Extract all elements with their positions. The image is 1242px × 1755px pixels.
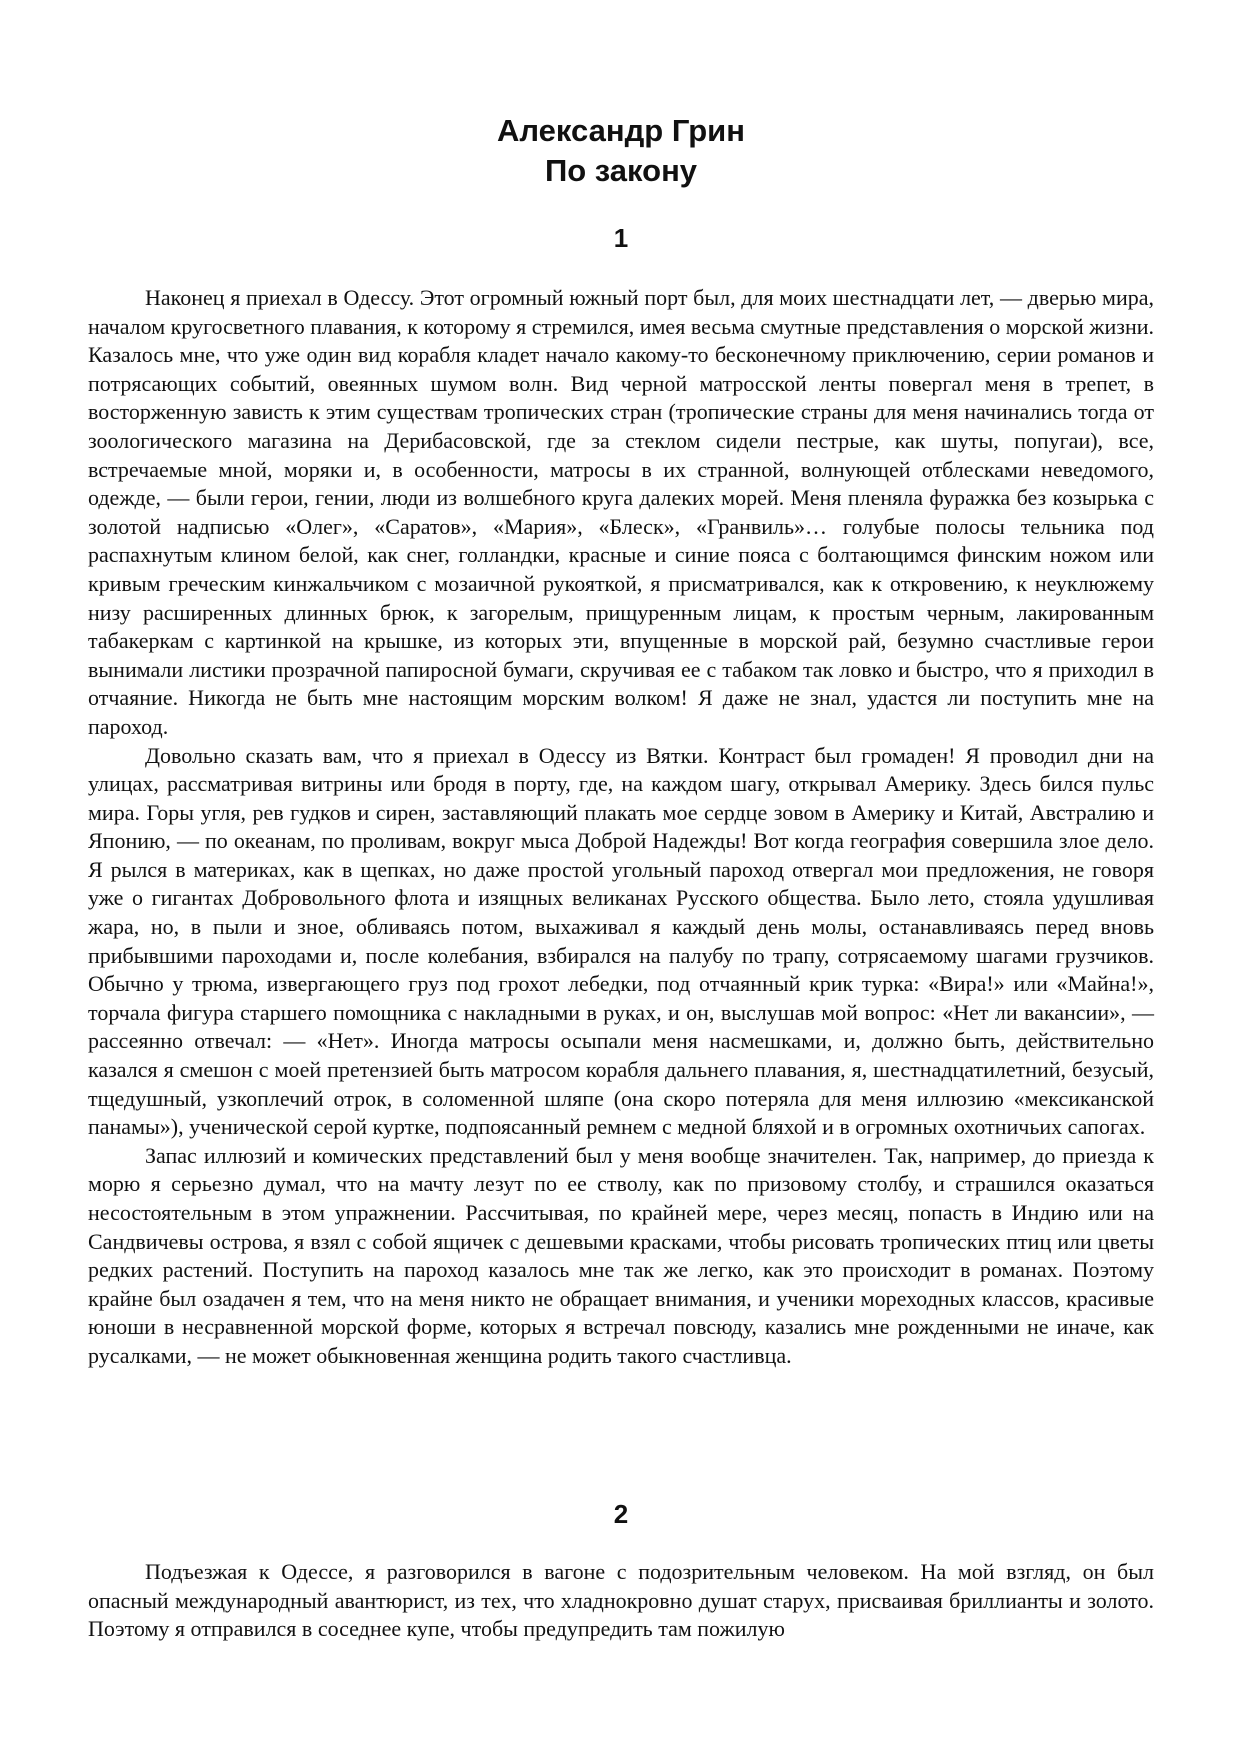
chapter-text — [88, 284, 1154, 1371]
paragraph: Запас иллюзий и комических представлений был у меня вообще значителен. Так, например, до приезда к морю я серьезно думал, что на мачту лезут по ее стволу, как по призовому столбу, и страшился оказаться несостоятельным в этом упражнении. Рассчитывая, по крайней мере, через месяц, попасть в Индию или на Сандвичевы острова, я взял с собой ящичек с дешевыми красками, чтобы рисовать тропических птиц или цветы редких растений. Поступить на пароход казалось мне так же легко, как это происходит в романах. Поэтому крайне был озадачен я тем, что на меня никто не обращает внимания, и ученики мореходных классов, красивые юноши в несравненной морской форме, которых я встречал повсюду, казались мне рожденными не иначе, как русалками, — не может обыкновенная женщина родить такого счастливца. — [88, 1142, 1154, 1368]
author-name: Александр Грин — [497, 113, 745, 148]
work-title: По закону — [544, 153, 698, 188]
chapter-heading: 2 — [613, 1499, 629, 1529]
chapter-text — [88, 1558, 1154, 1644]
chapter-heading: 1 — [613, 223, 629, 253]
paragraph: Подъезжая к Одессе, я разговорился в вагоне с подозрительным человеком. На мой взгляд, он был опасный международный авантюрист, из тех, что хладнокровно душат старух, присваивая бриллианты и золото. Поэтому я отправился в соседнее купе, чтобы предупредить там пожилую — [88, 1559, 1154, 1642]
paragraph: Довольно сказать вам, что я приехал в Одессу из Вятки. Контраст был громаден! Я проводил дни на улицах, рассматривая витрины или бродя в порту, где, на каждом шагу, открывал Америку. Здесь бился пульс мира. Горы угля, рев гудков и сирен, заставляющий плакать мое сердце зовом в Америку и Китай, Австралию и Японию, — по океанам, по проливам, вокруг мыса Доброй Надежды! Вот когда география совершила злое дело. Я рылся в материках, как в щепках, но даже простой угольный пароход отвергал мои предложения, не говоря уже о гигантах Добровольного флота и изящных великанах Русского общества. Было лето, стояла удушливая жара, но, в пыли и зное, обливаясь потом, выхаживал я каждый день молы, останавливаясь перед вновь прибывшими пароходами и, после колебания, взбирался на палубу по трапу, сотрясаемому шагами грузчиков. Обычно у трюма, извергающего груз под грохот лебедки, под отчаянный крик турка: «Вира!» или «Майна!», торчала фигура старшего помощника с накладными в руках, и он, выслушав мой вопрос: «Нет ли вакансии», — рассеянно отвечал: — «Нет». Иногда матросы осыпали меня насмешками, и, должно быть, действительно казался я смешон с моей претензией быть матросом корабля дальнего плавания, я, шестнадцатилетний, безусый, тщедушный, узкоплечий отрок, в соломенной шляпе (она скоро потеряла для меня иллюзию «мексиканской панамы»), ученической серой куртке, подпоясанный ремнем с медной бляхой и в огромных охотничьих сапогах. — [88, 742, 1154, 1140]
paragraph: Наконец я приехал в Одессу. Этот огромный южный порт был, для моих шестнадцати лет, — дверью мира, началом кругосветного плавания, к которому я стремился, имея весьма смутные представления о морской жизни. Казалось мне, что уже один вид корабля кладет начало какому-то бесконечному приключению, серии романов и потрясающих событий, овеянных шумом волн. Вид черной матросской ленты повергал меня в трепет, в восторженную зависть к этим существам тропических стран (тропические страны для меня начинались тогда от зоологического магазина на Дерибасовской, где за стеклом сидели пестрые, как шуты, попугаи), все, встречаемые мной, моряки и, в особенности, матросы в их странной, волнующей отблесками неведомого, одежде, — были герои, гении, люди из волшебного круга далеких морей. Меня пленяла фуражка без козырька с золотой надписью «Олег», «Саратов», «Мария», «Блеск», «Гранвиль»… голубые полосы тельника под распахнутым клином белой, как снег, голландки, красные и синие пояса с болтающимся финским ножом или кривым греческим кинжальчиком с мозаичной рукояткой, я присматривался, как к откровению, к неуклюжему низу расширенных длинных брюк, к загорелым, прищуренным лицам, к простым черным, лакированным табакеркам с картинкой на крышке, из которых эти, впущенные в морской рай, безумно счастливые герои вынимали листики прозрачной папиросной бумаги, скручивая ее с табаком так ловко и быстро, что я приходил в отчаяние. Никогда не быть мне настоящим морским волком! Я даже не знал, удастся ли поступить мне на пароход. — [88, 285, 1154, 739]
